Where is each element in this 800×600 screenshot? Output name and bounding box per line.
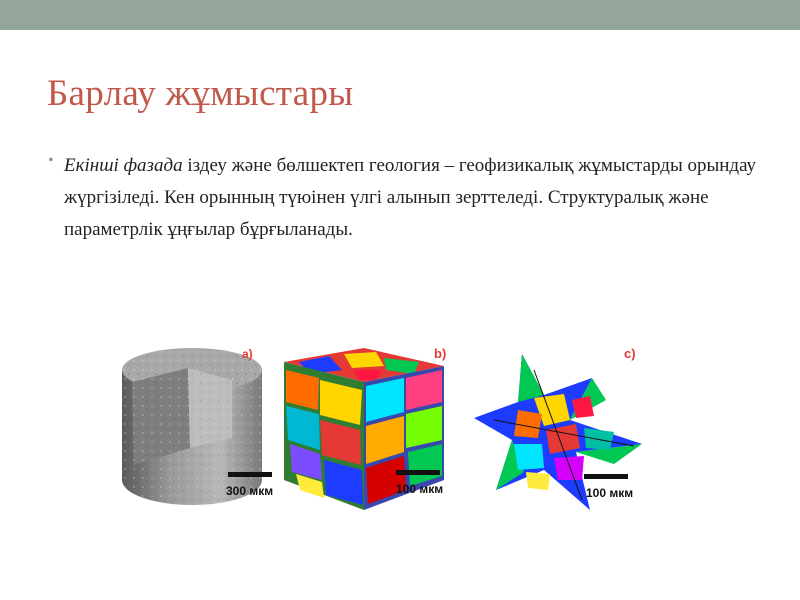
panel-b-label: b) xyxy=(434,346,447,361)
panel-b-scale: 100 мкм xyxy=(396,482,444,496)
bullet-icon: • xyxy=(48,152,54,169)
bullet-list xyxy=(48,150,768,246)
slide-title: Барлау жұмыстары xyxy=(47,73,354,114)
bullet-italic-lead: Екінші фазада xyxy=(64,155,183,176)
panel-a-cylinder xyxy=(122,348,272,505)
figure-grain-samples xyxy=(114,340,654,520)
panel-c-scale: 100 мкм xyxy=(586,486,634,500)
bullet-text: іздеу және бөлшектеп геология – геофизикалық жұмыстарды орындау жүргізіледі. Кен орынның түюінен үлгі алынып зерттеледі. Структуралық және параметрлік ұңғылар бұрғыланады. xyxy=(64,155,757,240)
top-bar xyxy=(0,0,800,30)
figure-svg xyxy=(114,340,654,520)
panel-c-label: c) xyxy=(624,346,636,361)
bullet-paragraph xyxy=(64,150,768,246)
panel-a-label: a) xyxy=(242,347,253,361)
panel-a-scale: 300 мкм xyxy=(226,484,274,498)
